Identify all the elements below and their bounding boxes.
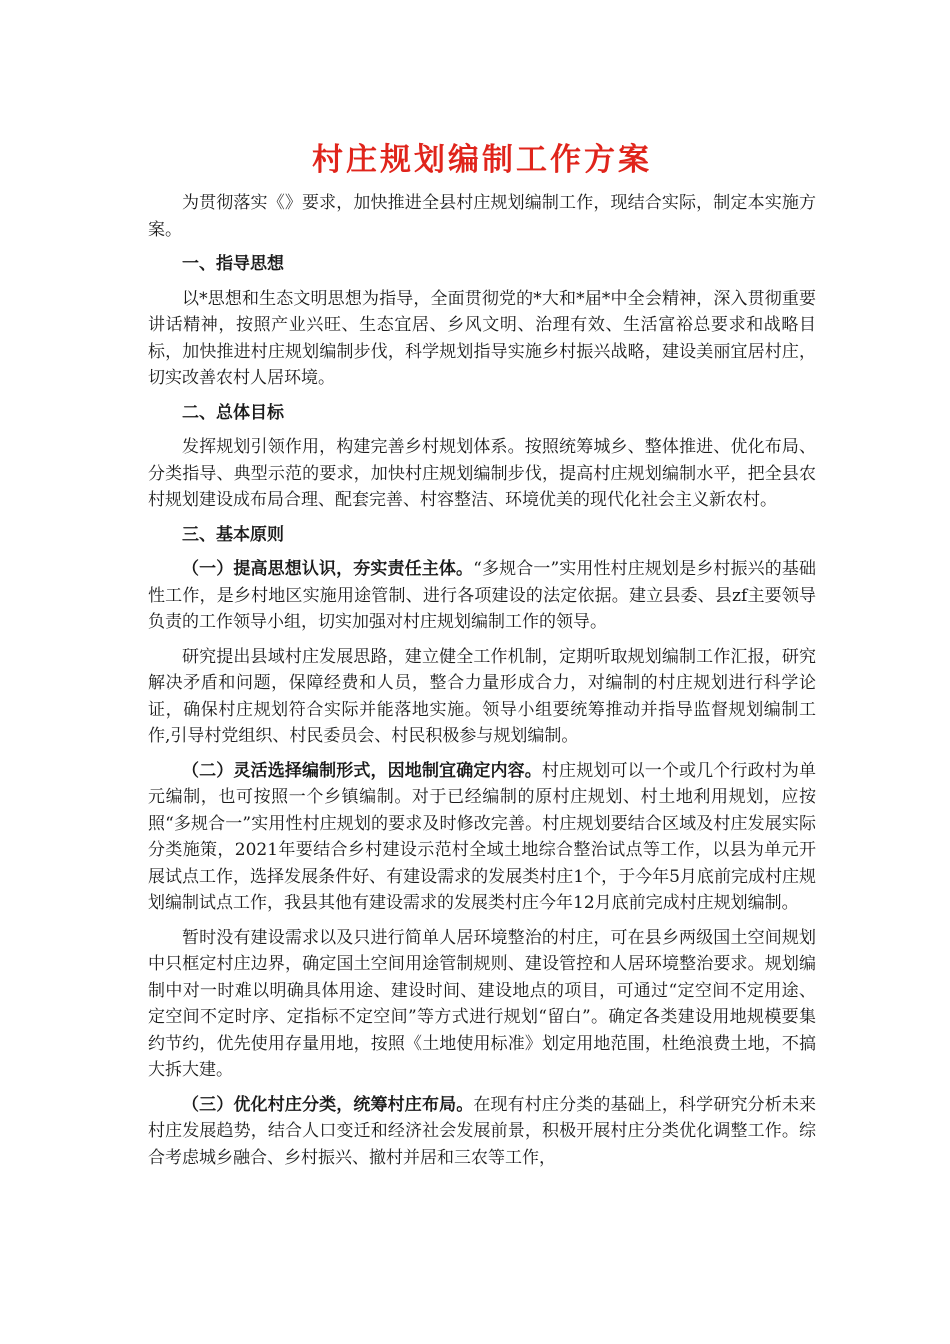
- principle-1-lead: （一）提高思想认识，夯实责任主体。: [182, 559, 474, 579]
- principle-item-1: [148, 556, 816, 636]
- principle-2-lead: （二）灵活选择编制形式，因地制宜确定内容。: [182, 760, 542, 781]
- principle-2-continued-text: 暂时没有建设需求以及只进行简单人居环境整治的村庄，可在县乡两级国土空间规划中只框定村庄边界，确定国土空间用途管制规则、建设管控和人居环境整治要求。规划编制中对一时难以明确具体用途、建设时间、建设地点的项目，可通过“定空间不定用途、定空间不定时序、定指标不定空间”等方式进行规划“留白”。确定各类建设用地规模要集约节约，优先使用存量用地，按照《土地使用标准》划定用地范围，杜绝浪费土地，不搞大拆大建。: [148, 927, 816, 1080]
- guiding-ideology-paragraph: 以*思想和生态文明思想为指导，全面贯彻党的*大和*届*中全会精神，深入贯彻重要讲话精神，按照产业兴旺、生态宜居、乡风文明、治理有效、生活富裕总要求和战略目标，加快推进村庄规划编制步伐，科学规划指导实施乡村振兴战略，建设美丽宜居村庄，切实改善农村人居环境。: [148, 288, 816, 388]
- intro-paragraph: 为贯彻落实《》要求，加快推进全县村庄规划编制工作，现结合实际，制定本实施方案。: [148, 193, 816, 240]
- principle-item-3: [148, 1092, 816, 1172]
- section-heading-basic-principles: 三、基本原则: [182, 524, 284, 545]
- principle-1-text: “多规合一”实用性村庄规划是乡村振兴的基础性工作，是乡村地区实施用途管制、进行各项建设的法定依据。建立县委、县zf主要领导负责的工作领导小组，切实加强对村庄规划编制工作的领导。: [148, 559, 816, 632]
- principle-1-continued-text: 研究提出县域村庄发展思路，建立健全工作机制，定期听取规划编制工作汇报，研究解决矛盾和问题，保障经费和人员，整合力量形成合力，对编制的村庄规划进行科学论证，确保村庄规划符合实际并能落地实施。领导小组要统筹推动并指导监督规划编制工作,引导村党组织、村民委员会、村民积极参与规划编制。: [148, 646, 816, 746]
- overall-goal-paragraph: 发挥规划引领作用，构建完善乡村规划体系。按照统筹城乡、整体推进、优化布局、分类指导、典型示范的要求，加快村庄规划编制步伐，提高村庄规划编制水平，把全县农村规划建设成布局合理、配套完善、村容整洁、环境优美的现代化社会主义新农村。: [148, 437, 816, 510]
- principle-3-lead: （三）优化村庄分类，统筹村庄布局。: [182, 1094, 474, 1115]
- section-heading-overall-goal: 二、总体目标: [182, 402, 284, 423]
- principle-3-text: 在现有村庄分类的基础上，科学研究分析未来村庄发展趋势，结合人口变迁和经济社会发展前景，积极开展村庄分类优化调整工作。综合考虑城乡融合、乡村振兴、撤村并居和三农等工作，: [148, 1094, 817, 1168]
- principle-2-text: 村庄规划可以一个或几个行政村为单元编制，也可按照一个乡镇编制。对于已经编制的原村庄规划、村土地利用规划，应按照“多规合一”实用性村庄规划的要求及时修改完善。村庄规划要结合区域及村庄发展实际分类施策，2021年要结合乡村建设示范村全域土地综合整治试点等工作，以县为单元开展试点工作，选择发展条件好、有建设需求的发展类村庄1个，于今年5月底前完成村庄规划编制试点工作，我县其他有建设需求的发展类村庄今年12月底前完成村庄规划编制。: [148, 760, 817, 913]
- document-title: 村庄规划编制工作方案: [312, 142, 652, 178]
- principle-item-1-continued: [148, 644, 816, 750]
- principle-item-2: [148, 758, 816, 917]
- principle-item-2-continued: [148, 925, 816, 1084]
- document-page: [148, 140, 816, 1179]
- section-heading-guiding-ideology: 一、指导思想: [182, 254, 284, 274]
